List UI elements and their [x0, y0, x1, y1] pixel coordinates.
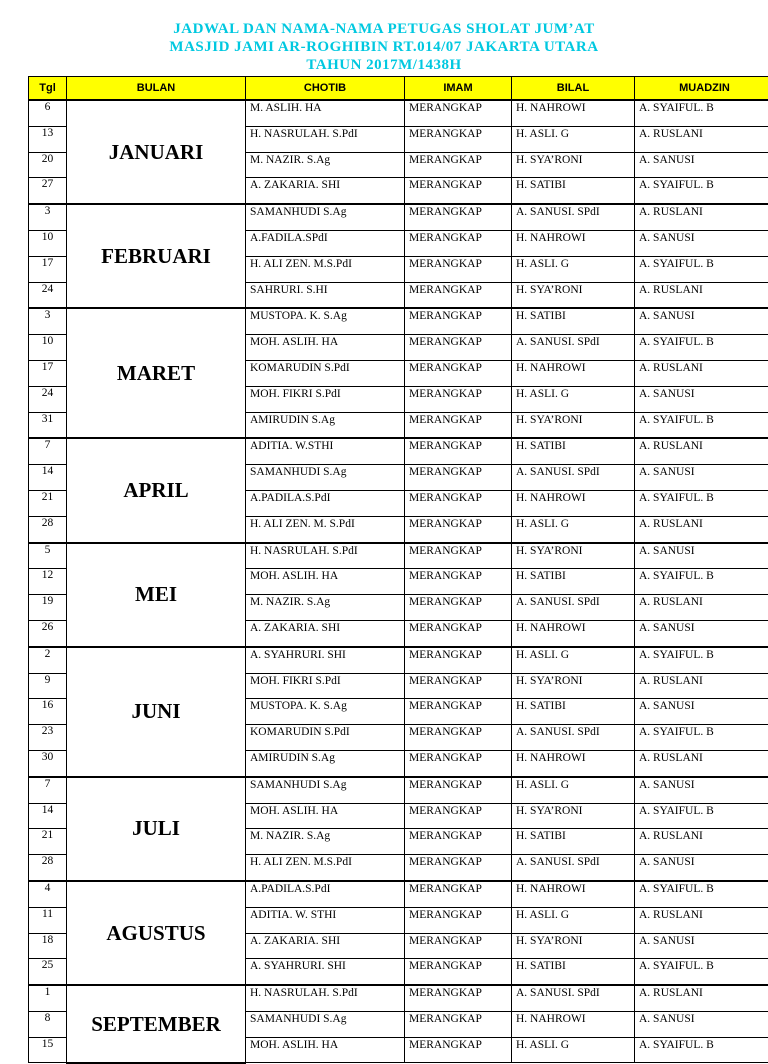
cell-imam: MERANGKAP [405, 256, 512, 282]
cell-chotib: M. NAZIR. S.Ag [246, 829, 405, 855]
cell-imam: MERANGKAP [405, 230, 512, 256]
cell-imam: MERANGKAP [405, 569, 512, 595]
cell-muadzin: A. SYAIFUL. B [635, 569, 768, 595]
cell-chotib: MOH. FIKRI S.PdI [246, 673, 405, 699]
cell-muadzin: A. SYAIFUL. B [635, 647, 768, 673]
cell-bilal: A. SANUSI. SPdI [512, 335, 635, 361]
cell-bilal: H. NAHROWI [512, 490, 635, 516]
title-line-2: MASJID JAMI AR-ROGHIBIN RT.014/07 JAKARTA UTARA [0, 38, 768, 56]
cell-tgl: 4 [29, 881, 67, 907]
cell-muadzin: A. SYAIFUL. B [635, 803, 768, 829]
title-line-1: JADWAL DAN NAMA-NAMA PETUGAS SHOLAT JUM’AT [0, 20, 768, 38]
cell-bilal: H. ASLI. G [512, 907, 635, 933]
cell-bilal: H. SATIBI [512, 308, 635, 334]
cell-bilal: A. SANUSI. SPdI [512, 204, 635, 230]
cell-imam: MERANGKAP [405, 959, 512, 985]
cell-muadzin: A. SYAIFUL. B [635, 881, 768, 907]
cell-tgl: 13 [29, 126, 67, 152]
cell-chotib: SAHRURI. S.HI [246, 282, 405, 308]
cell-chotib: AMIRUDIN S.Ag [246, 412, 405, 438]
cell-tgl: 18 [29, 933, 67, 959]
cell-imam: MERANGKAP [405, 438, 512, 464]
cell-muadzin: A. RUSLANI [635, 438, 768, 464]
cell-chotib: A. SYAHRURI. SHI [246, 647, 405, 673]
cell-chotib: MUSTOPA. K. S.Ag [246, 308, 405, 334]
cell-bulan: JANUARI [67, 100, 246, 204]
cell-imam: MERANGKAP [405, 829, 512, 855]
cell-chotib: M. NAZIR. S.Ag [246, 595, 405, 621]
cell-imam: MERANGKAP [405, 647, 512, 673]
cell-tgl: 28 [29, 516, 67, 542]
cell-tgl: 11 [29, 907, 67, 933]
cell-tgl: 1 [29, 985, 67, 1011]
cell-imam: MERANGKAP [405, 881, 512, 907]
cell-bilal: H. NAHROWI [512, 750, 635, 776]
cell-muadzin: A. SYAIFUL. B [635, 725, 768, 751]
cell-chotib: SAMANHUDI S.Ag [246, 1011, 405, 1037]
cell-chotib: A. ZAKARIA. SHI [246, 178, 405, 204]
cell-tgl: 10 [29, 230, 67, 256]
cell-tgl: 6 [29, 100, 67, 126]
cell-muadzin: A. SANUSI [635, 620, 768, 646]
table-row [29, 985, 768, 1011]
cell-chotib: MOH. ASLIH. HA [246, 803, 405, 829]
cell-bilal: H. SATIBI [512, 569, 635, 595]
cell-tgl: 27 [29, 178, 67, 204]
cell-muadzin: A. RUSLANI [635, 829, 768, 855]
cell-muadzin: A. RUSLANI [635, 750, 768, 776]
document-title [0, 0, 768, 74]
cell-bulan: SEPTEMBER [67, 985, 246, 1063]
table-row [29, 204, 768, 230]
cell-muadzin: A. RUSLANI [635, 985, 768, 1011]
cell-bilal: H. SYA’RONI [512, 412, 635, 438]
cell-bulan: MARET [67, 308, 246, 438]
cell-bilal: A. SANUSI. SPdI [512, 725, 635, 751]
cell-imam: MERANGKAP [405, 282, 512, 308]
header-chotib: CHOTIB [246, 77, 405, 101]
cell-chotib: H. ALI ZEN. M.S.PdI [246, 256, 405, 282]
cell-muadzin: A. RUSLANI [635, 516, 768, 542]
cell-chotib: A.PADILA.S.PdI [246, 881, 405, 907]
cell-bilal: A. SANUSI. SPdI [512, 595, 635, 621]
cell-tgl: 23 [29, 725, 67, 751]
cell-bulan: JULI [67, 777, 246, 881]
cell-bilal: H. NAHROWI [512, 230, 635, 256]
header-tgl: Tgl [29, 77, 67, 101]
cell-tgl: 14 [29, 465, 67, 491]
cell-muadzin: A. SANUSI [635, 777, 768, 803]
cell-muadzin: A. SYAIFUL. B [635, 256, 768, 282]
cell-chotib: KOMARUDIN S.PdI [246, 725, 405, 751]
cell-tgl: 28 [29, 855, 67, 881]
cell-bilal: H. SATIBI [512, 829, 635, 855]
cell-bulan: FEBRUARI [67, 204, 246, 308]
cell-bilal: H. ASLI. G [512, 126, 635, 152]
table-row [29, 647, 768, 673]
cell-chotib: A. ZAKARIA. SHI [246, 620, 405, 646]
cell-imam: MERANGKAP [405, 725, 512, 751]
cell-muadzin: A. SYAIFUL. B [635, 1037, 768, 1063]
cell-imam: MERANGKAP [405, 673, 512, 699]
cell-tgl: 8 [29, 1011, 67, 1037]
table-row [29, 100, 768, 126]
cell-chotib: MOH. ASLIH. HA [246, 1037, 405, 1063]
cell-bulan: JUNI [67, 647, 246, 777]
cell-muadzin: A. RUSLANI [635, 595, 768, 621]
cell-bilal: A. SANUSI. SPdI [512, 855, 635, 881]
cell-chotib: H. ALI ZEN. M.S.PdI [246, 855, 405, 881]
cell-muadzin: A. SYAIFUL. B [635, 490, 768, 516]
cell-bilal: H. SYA’RONI [512, 933, 635, 959]
cell-bulan: MEI [67, 543, 246, 647]
cell-chotib: ADITIA. W. STHI [246, 907, 405, 933]
cell-tgl: 12 [29, 569, 67, 595]
cell-imam: MERANGKAP [405, 907, 512, 933]
cell-tgl: 25 [29, 959, 67, 985]
cell-bilal: H. SYA’RONI [512, 282, 635, 308]
cell-muadzin: A. SANUSI [635, 543, 768, 569]
cell-tgl: 19 [29, 595, 67, 621]
cell-muadzin: A. SYAIFUL. B [635, 412, 768, 438]
cell-bilal: H. SATIBI [512, 699, 635, 725]
cell-chotib: H. ALI ZEN. M. S.PdI [246, 516, 405, 542]
cell-bilal: H. SYA’RONI [512, 673, 635, 699]
cell-chotib: H. NASRULAH. S.PdI [246, 985, 405, 1011]
cell-muadzin: A. SANUSI [635, 152, 768, 178]
cell-muadzin: A. RUSLANI [635, 673, 768, 699]
cell-chotib: A. SYAHRURI. SHI [246, 959, 405, 985]
cell-bilal: A. SANUSI. SPdI [512, 985, 635, 1011]
cell-bilal: H. ASLI. G [512, 647, 635, 673]
cell-imam: MERANGKAP [405, 516, 512, 542]
cell-imam: MERANGKAP [405, 543, 512, 569]
cell-chotib: H. NASRULAH. S.PdI [246, 126, 405, 152]
header-row [29, 77, 768, 101]
cell-imam: MERANGKAP [405, 100, 512, 126]
cell-imam: MERANGKAP [405, 308, 512, 334]
cell-bilal: H. ASLI. G [512, 777, 635, 803]
cell-bilal: H. NAHROWI [512, 100, 635, 126]
schedule-body [29, 100, 768, 1063]
cell-imam: MERANGKAP [405, 465, 512, 491]
table-row [29, 308, 768, 334]
cell-chotib: MOH. ASLIH. HA [246, 335, 405, 361]
cell-tgl: 31 [29, 412, 67, 438]
cell-bilal: H. ASLI. G [512, 386, 635, 412]
cell-bilal: H. ASLI. G [512, 1037, 635, 1063]
cell-chotib: MUSTOPA. K. S.Ag [246, 699, 405, 725]
cell-chotib: M. NAZIR. S.Ag [246, 152, 405, 178]
cell-bilal: H. SYA’RONI [512, 803, 635, 829]
schedule-table [28, 76, 768, 1064]
cell-chotib: A. ZAKARIA. SHI [246, 933, 405, 959]
cell-tgl: 2 [29, 647, 67, 673]
cell-imam: MERANGKAP [405, 595, 512, 621]
cell-bilal: H. ASLI. G [512, 516, 635, 542]
cell-tgl: 24 [29, 282, 67, 308]
cell-muadzin: A. SANUSI [635, 230, 768, 256]
cell-imam: MERANGKAP [405, 178, 512, 204]
cell-chotib: H. NASRULAH. S.PdI [246, 543, 405, 569]
cell-tgl: 20 [29, 152, 67, 178]
cell-imam: MERANGKAP [405, 1011, 512, 1037]
cell-muadzin: A. SANUSI [635, 933, 768, 959]
cell-muadzin: A. RUSLANI [635, 907, 768, 933]
cell-muadzin: A. SANUSI [635, 386, 768, 412]
table-row [29, 543, 768, 569]
cell-bilal: H. SATIBI [512, 178, 635, 204]
cell-tgl: 17 [29, 360, 67, 386]
cell-imam: MERANGKAP [405, 933, 512, 959]
cell-muadzin: A. SANUSI [635, 308, 768, 334]
cell-bilal: H. NAHROWI [512, 1011, 635, 1037]
cell-tgl: 26 [29, 620, 67, 646]
cell-imam: MERANGKAP [405, 750, 512, 776]
cell-tgl: 7 [29, 438, 67, 464]
cell-tgl: 16 [29, 699, 67, 725]
cell-tgl: 14 [29, 803, 67, 829]
cell-imam: MERANGKAP [405, 360, 512, 386]
cell-imam: MERANGKAP [405, 1037, 512, 1063]
cell-muadzin: A. RUSLANI [635, 282, 768, 308]
cell-bulan: APRIL [67, 438, 246, 542]
cell-tgl: 10 [29, 335, 67, 361]
cell-muadzin: A. RUSLANI [635, 204, 768, 230]
cell-bilal: H. SYA’RONI [512, 543, 635, 569]
cell-bilal: H. SATIBI [512, 438, 635, 464]
cell-chotib: ADITIA. W.STHI [246, 438, 405, 464]
cell-muadzin: A. SYAIFUL. B [635, 335, 768, 361]
cell-muadzin: A. SANUSI [635, 699, 768, 725]
cell-chotib: KOMARUDIN S.PdI [246, 360, 405, 386]
cell-tgl: 21 [29, 829, 67, 855]
cell-chotib: A.FADILA.SPdI [246, 230, 405, 256]
cell-muadzin: A. SYAIFUL. B [635, 100, 768, 126]
header-bulan: BULAN [67, 77, 246, 101]
cell-imam: MERANGKAP [405, 699, 512, 725]
header-imam: IMAM [405, 77, 512, 101]
cell-chotib: SAMANHUDI S.Ag [246, 204, 405, 230]
cell-tgl: 15 [29, 1037, 67, 1063]
cell-bilal: H. NAHROWI [512, 620, 635, 646]
cell-imam: MERANGKAP [405, 335, 512, 361]
cell-muadzin: A. SANUSI [635, 855, 768, 881]
cell-bilal: A. SANUSI. SPdI [512, 465, 635, 491]
header-muadzin: MUADZIN [635, 77, 768, 101]
cell-chotib: M. ASLIH. HA [246, 100, 405, 126]
cell-tgl: 30 [29, 750, 67, 776]
cell-tgl: 24 [29, 386, 67, 412]
cell-bilal: H. ASLI. G [512, 256, 635, 282]
cell-muadzin: A. SYAIFUL. B [635, 178, 768, 204]
cell-tgl: 9 [29, 673, 67, 699]
cell-imam: MERANGKAP [405, 777, 512, 803]
title-line-3: TAHUN 2017M/1438H [0, 56, 768, 74]
cell-muadzin: A. RUSLANI [635, 126, 768, 152]
cell-tgl: 7 [29, 777, 67, 803]
cell-tgl: 3 [29, 308, 67, 334]
cell-imam: MERANGKAP [405, 620, 512, 646]
cell-tgl: 3 [29, 204, 67, 230]
cell-muadzin: A. SANUSI [635, 465, 768, 491]
cell-imam: MERANGKAP [405, 490, 512, 516]
cell-bilal: H. NAHROWI [512, 360, 635, 386]
cell-imam: MERANGKAP [405, 126, 512, 152]
cell-imam: MERANGKAP [405, 204, 512, 230]
cell-muadzin: A. SANUSI [635, 1011, 768, 1037]
cell-bilal: H. NAHROWI [512, 881, 635, 907]
cell-muadzin: A. SYAIFUL. B [635, 959, 768, 985]
cell-imam: MERANGKAP [405, 803, 512, 829]
cell-bilal: H. SYA’RONI [512, 152, 635, 178]
table-row [29, 881, 768, 907]
cell-chotib: AMIRUDIN S.Ag [246, 750, 405, 776]
cell-chotib: MOH. FIKRI S.PdI [246, 386, 405, 412]
table-row [29, 438, 768, 464]
cell-bulan: AGUSTUS [67, 881, 246, 985]
cell-chotib: MOH. ASLIH. HA [246, 569, 405, 595]
cell-imam: MERANGKAP [405, 855, 512, 881]
table-row [29, 777, 768, 803]
cell-imam: MERANGKAP [405, 386, 512, 412]
cell-muadzin: A. RUSLANI [635, 360, 768, 386]
cell-chotib: A.PADILA.S.PdI [246, 490, 405, 516]
cell-bilal: H. SATIBI [512, 959, 635, 985]
cell-imam: MERANGKAP [405, 985, 512, 1011]
cell-chotib: SAMANHUDI S.Ag [246, 777, 405, 803]
cell-tgl: 17 [29, 256, 67, 282]
cell-tgl: 5 [29, 543, 67, 569]
header-bilal: BILAL [512, 77, 635, 101]
cell-imam: MERANGKAP [405, 412, 512, 438]
cell-tgl: 21 [29, 490, 67, 516]
cell-imam: MERANGKAP [405, 152, 512, 178]
cell-chotib: SAMANHUDI S.Ag [246, 465, 405, 491]
